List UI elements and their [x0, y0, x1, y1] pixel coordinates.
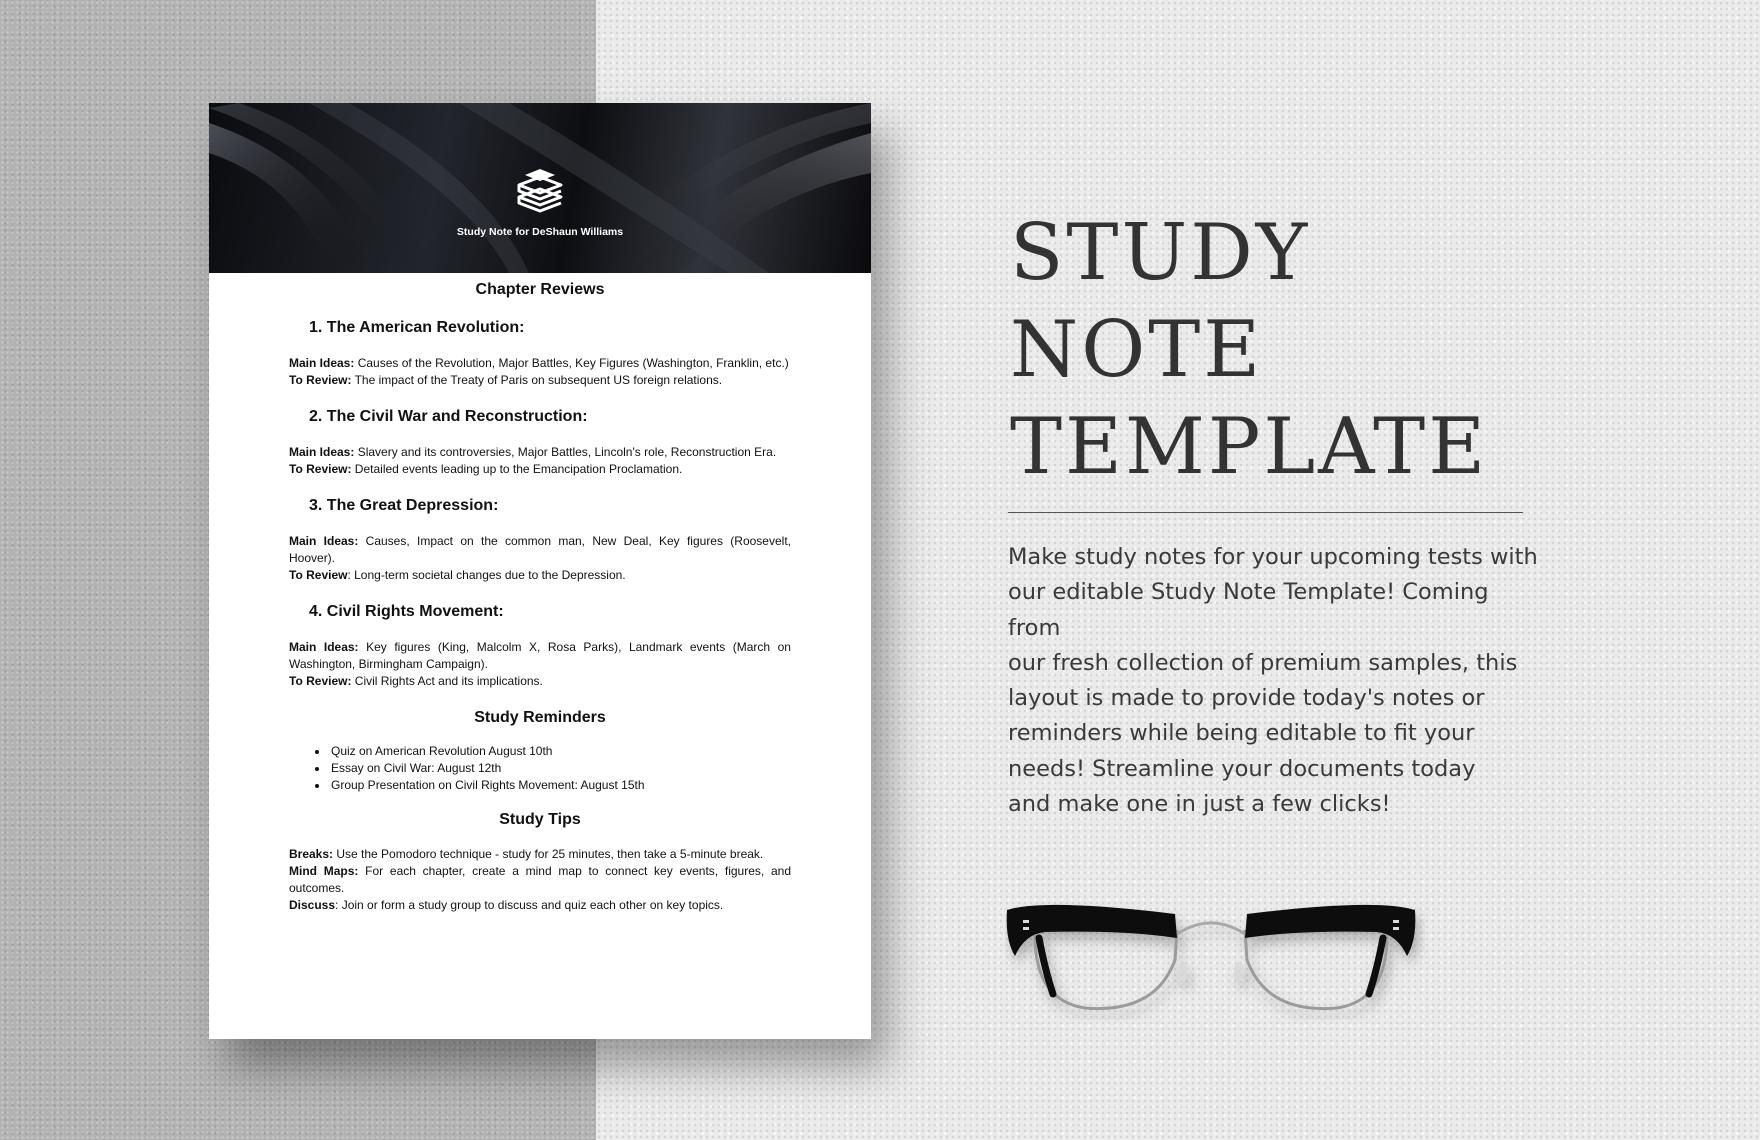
promo-title-line: NOTE — [1010, 305, 1264, 395]
review-text: Civil Rights Act and its implications. — [351, 674, 543, 688]
tip-label: Discuss — [289, 898, 336, 912]
promo-title-line: STUDY — [1010, 208, 1311, 298]
list-item: • Essay on Civil War: August 12th — [329, 760, 871, 777]
stacked-books-icon — [515, 167, 565, 215]
review-label: To Review: — [289, 373, 352, 387]
main-ideas-label: Main Ideas: — [289, 534, 359, 548]
description-line: Make study notes for your upcoming tests with — [1008, 544, 1538, 570]
reminders-list — [209, 743, 871, 794]
main-ideas-label: Main Ideas: — [289, 445, 355, 459]
tip-text: For each chapter, create a mind map to connect key events, figures, and outcomes. — [289, 864, 792, 895]
tip-item — [209, 846, 871, 863]
review-label: To Review — [289, 568, 348, 582]
main-ideas-text: Causes of the Revolution, Major Battles, Key Figures (Washington, Franklin, etc.) — [354, 356, 789, 370]
study-tips-heading: Study Tips — [499, 811, 581, 828]
review-text: Detailed events leading up to the Emancipation Proclamation. — [351, 462, 683, 476]
main-ideas-label: Main Ideas: — [289, 356, 355, 370]
review-label: To Review: — [289, 462, 352, 476]
chapter-review — [209, 461, 871, 478]
document-body — [209, 273, 871, 914]
list-item: • Quiz on American Revolution August 10th — [329, 743, 871, 760]
description-line: our editable Study Note Template! Coming from — [1008, 579, 1489, 641]
chapter-title: 3. The Great Depression: — [309, 497, 499, 514]
description-line: layout is made to provide today's notes or — [1008, 685, 1485, 712]
main-ideas-text: Key figures (King, Malcolm X, Rosa Parks), Landmark events (March on Washington, Birmingham Campaign). — [289, 640, 791, 671]
list-item: • Group Presentation on Civil Rights Movement: August 15th — [329, 777, 871, 794]
description-line: needs! Streamline your documents today — [1008, 755, 1476, 782]
chapter-title: 4. Civil Rights Movement: — [309, 603, 504, 620]
main-ideas-label: Main Ideas: — [289, 640, 359, 654]
chapter-main-ideas — [209, 639, 871, 673]
chapter-main-ideas — [209, 355, 871, 372]
banner-title: Study Note for DeShaun Williams — [456, 226, 624, 238]
promo-description — [1008, 540, 1538, 822]
review-label: To Review: — [289, 674, 352, 688]
chapter-main-ideas — [209, 533, 871, 567]
tip-label: Mind Maps: — [289, 864, 359, 878]
chapter-title: 2. The Civil War and Reconstruction: — [309, 408, 588, 425]
chapter-review — [209, 673, 871, 690]
title-divider — [1008, 512, 1523, 513]
review-text: The impact of the Treaty of Paris on subsequent US foreign relations. — [351, 373, 723, 387]
tip-item — [209, 897, 871, 914]
study-reminders-heading: Study Reminders — [474, 709, 606, 726]
description-line: our fresh collection of premium samples, this — [1008, 649, 1518, 676]
document-banner — [209, 103, 871, 273]
description-line: reminders while being editable to fit your — [1008, 720, 1475, 747]
tip-text: : Join or form a study group to discuss and quiz each other on key topics. — [335, 898, 724, 912]
chapter-review — [209, 567, 871, 584]
main-ideas-text: Causes, Impact on the common man, New Deal, Key figures (Roosevelt, Hoover). — [289, 534, 791, 565]
eyeglasses-icon — [1005, 890, 1425, 1020]
tip-item — [209, 863, 871, 897]
chapter-title: 1. The American Revolution: — [309, 319, 525, 336]
chapter-main-ideas — [209, 444, 871, 461]
study-note-document — [209, 103, 871, 1039]
chapter-reviews-heading: Chapter Reviews — [475, 281, 605, 298]
promo-title-line: TEMPLATE — [1010, 402, 1489, 492]
tip-label: Breaks: — [289, 847, 334, 861]
chapter-review — [209, 372, 871, 389]
main-ideas-text: Slavery and its controversies, Major Battles, Lincoln's role, Reconstruction Era. — [354, 445, 777, 459]
tip-text: Use the Pomodoro technique - study for 25 minutes, then take a 5-minute break. — [333, 847, 764, 861]
review-text: : Long-term societal changes due to the Depression. — [347, 568, 626, 582]
description-line: and make one in just a few clicks! — [1008, 791, 1391, 818]
